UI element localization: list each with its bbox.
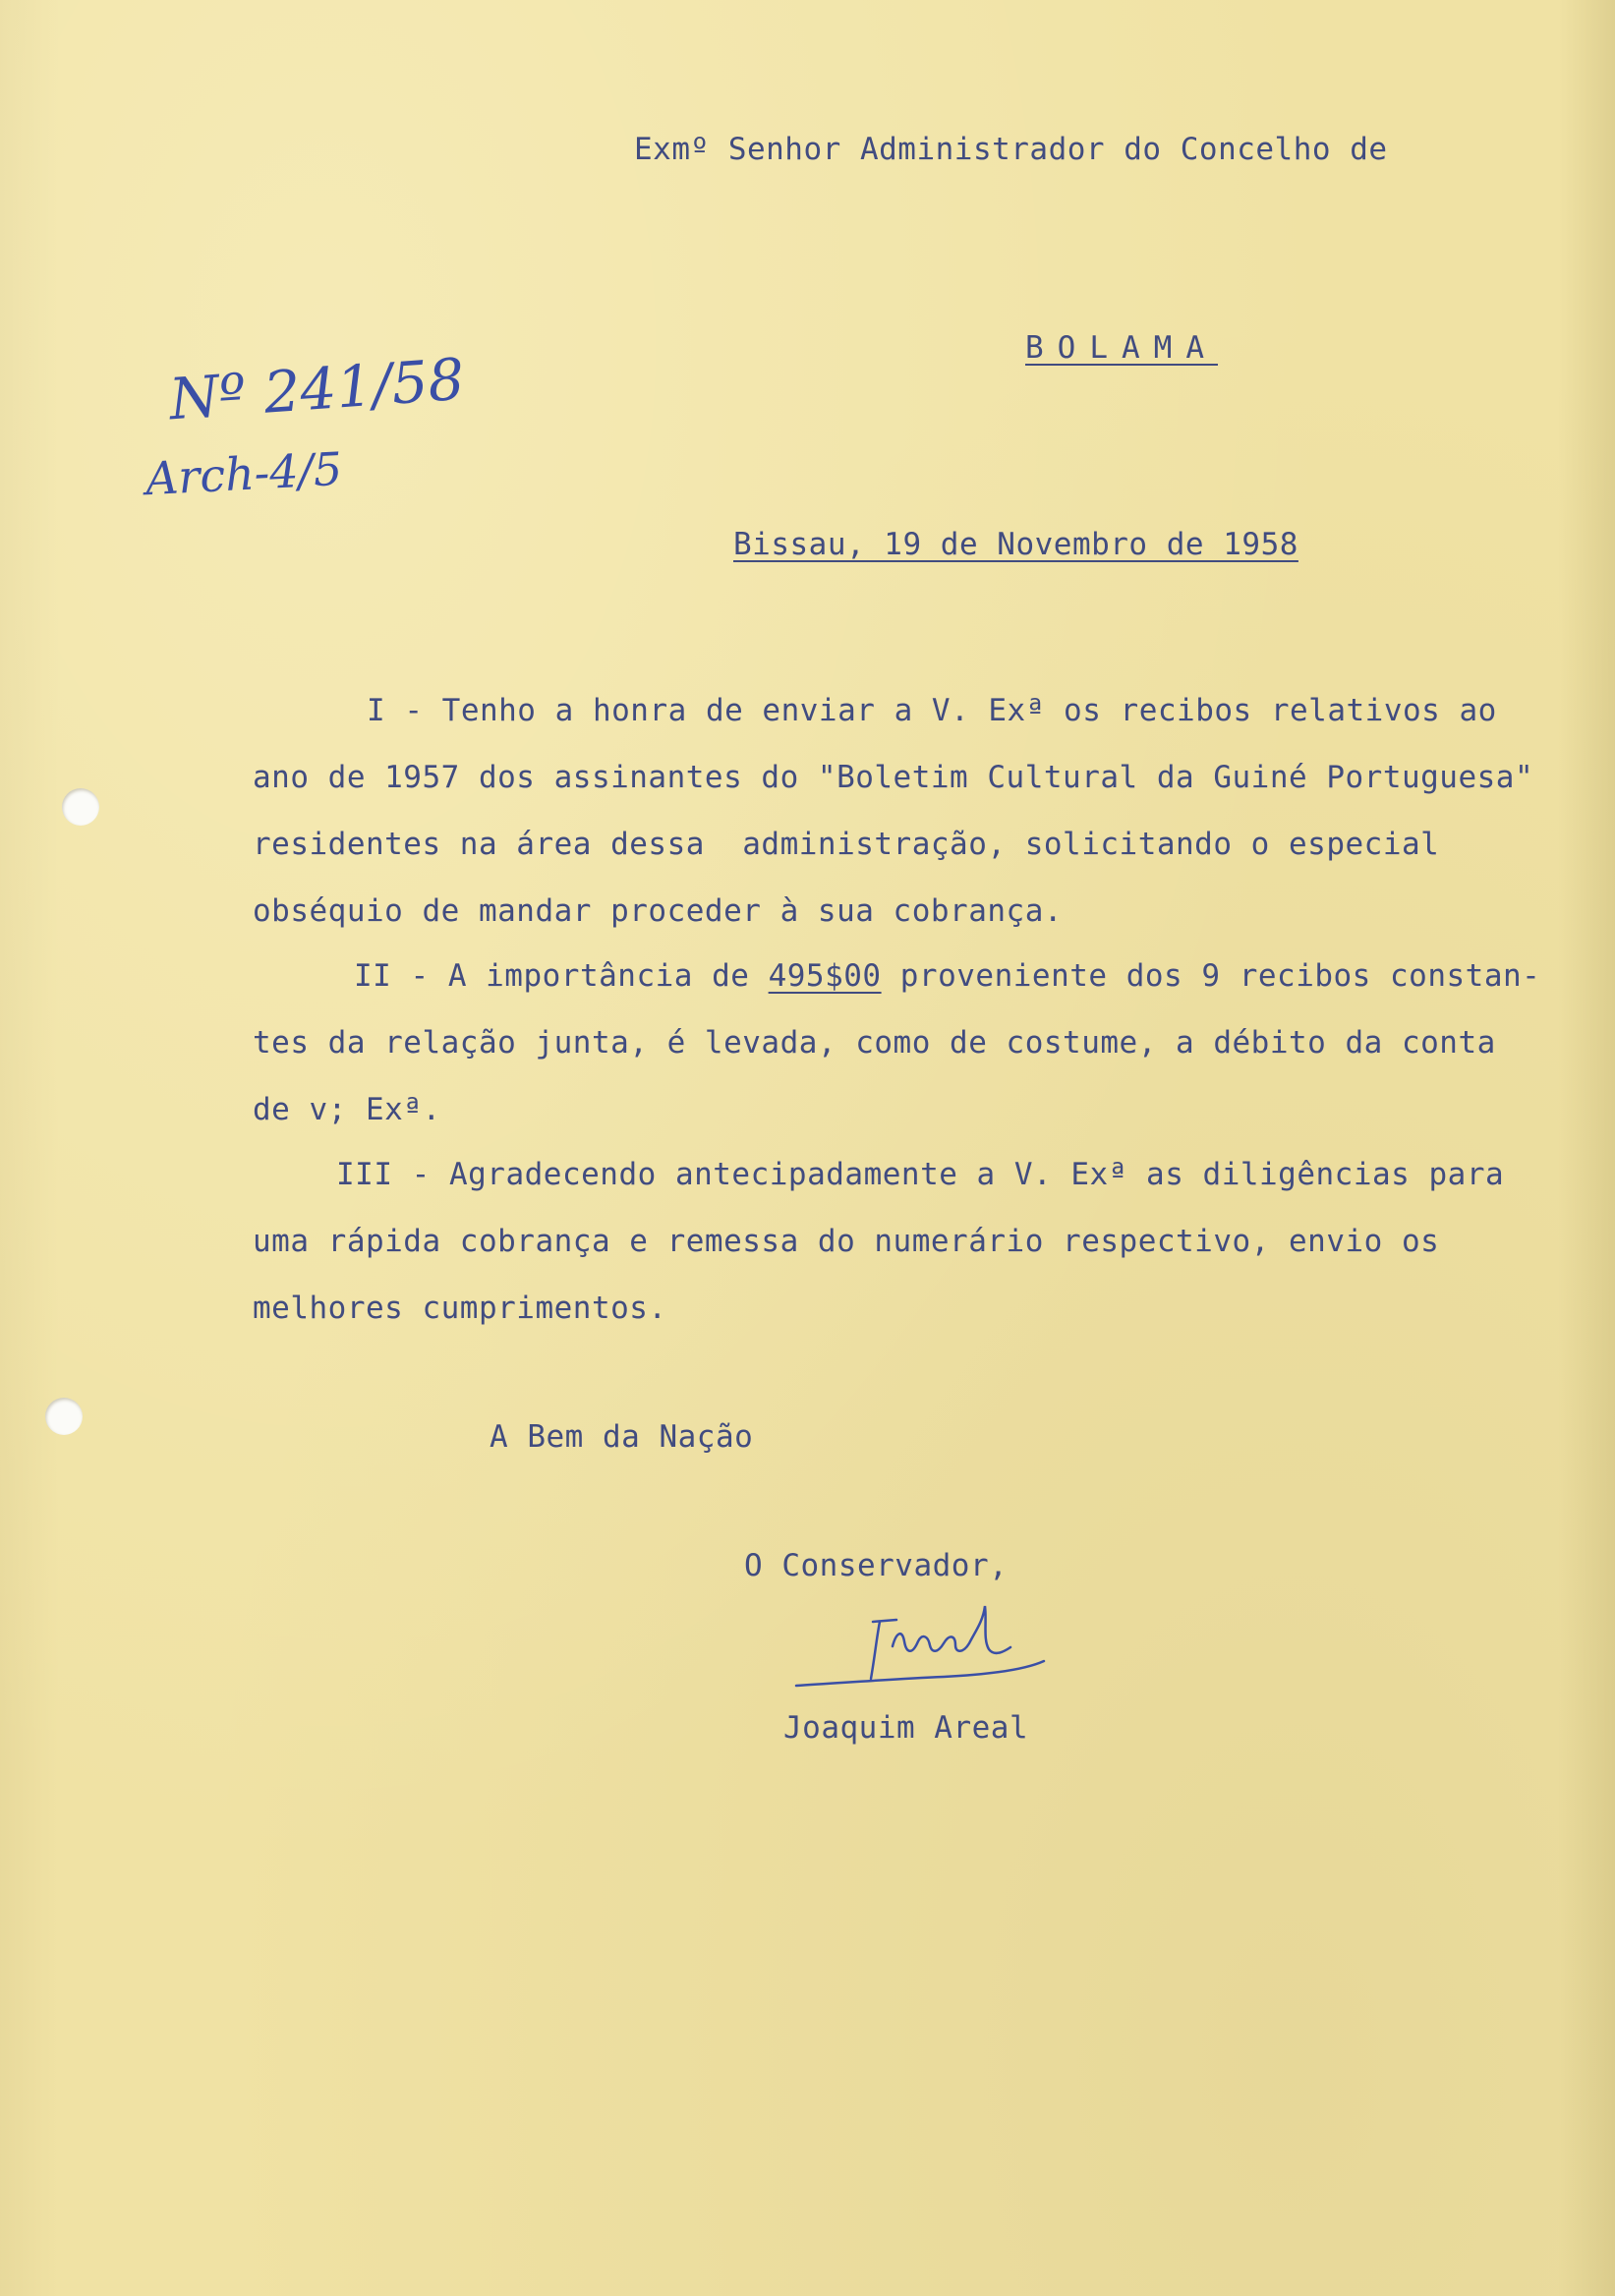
punch-hole-lower bbox=[45, 1398, 83, 1435]
paragraph-3-line-2: uma rápida cobrança e remessa do numerário respectivo, envio os bbox=[253, 1224, 1440, 1259]
paragraph-1-line-3: residentes na área dessa administração, solicitando o especial bbox=[253, 827, 1440, 862]
signature-mark bbox=[786, 1592, 1062, 1710]
handwritten-reference-number: Nº 241/58 bbox=[166, 345, 467, 433]
paragraph-1-line-4: obséquio de mandar proceder à sua cobrança. bbox=[253, 893, 1064, 929]
paragraph-2-line-1 bbox=[354, 958, 1540, 994]
amount-value: 495$00 bbox=[768, 958, 882, 994]
paragraph-2-lead: II - A importância de bbox=[354, 958, 769, 994]
paragraph-2-trail: proveniente dos 9 recibos constan- bbox=[881, 958, 1541, 994]
paragraph-2-line-3: de v; Exª. bbox=[253, 1092, 441, 1127]
paragraph-2-line-2: tes da relação junta, é levada, como de costume, a débito da conta bbox=[253, 1025, 1496, 1061]
signatory-name: Joaquim Areal bbox=[783, 1710, 1029, 1746]
paragraph-1-line-1: I - Tenho a honra de enviar a V. Exª os recibos relativos ao bbox=[367, 693, 1497, 728]
paragraph-3-line-3: melhores cumprimentos. bbox=[253, 1291, 667, 1326]
signatory-title: O Conservador, bbox=[744, 1548, 1009, 1583]
punch-hole-upper bbox=[62, 788, 99, 826]
closing-salutation: A Bem da Nação bbox=[490, 1419, 754, 1455]
date-line: Bissau, 19 de Novembro de 1958 bbox=[733, 527, 1298, 562]
paragraph-3-line-1: III - Agradecendo antecipadamente a V. Exª as diligências para bbox=[336, 1157, 1505, 1192]
paper-edge-shading bbox=[1558, 0, 1615, 2296]
paragraph-1-line-2: ano de 1957 dos assinantes do "Boletim Cultural da Guiné Portuguesa" bbox=[253, 760, 1534, 795]
handwritten-reference-note: Arch-4/5 bbox=[144, 441, 344, 506]
recipient-line: Exmº Senhor Administrador do Concelho de bbox=[634, 132, 1388, 167]
recipient-place: BOLAMA bbox=[1025, 330, 1218, 366]
